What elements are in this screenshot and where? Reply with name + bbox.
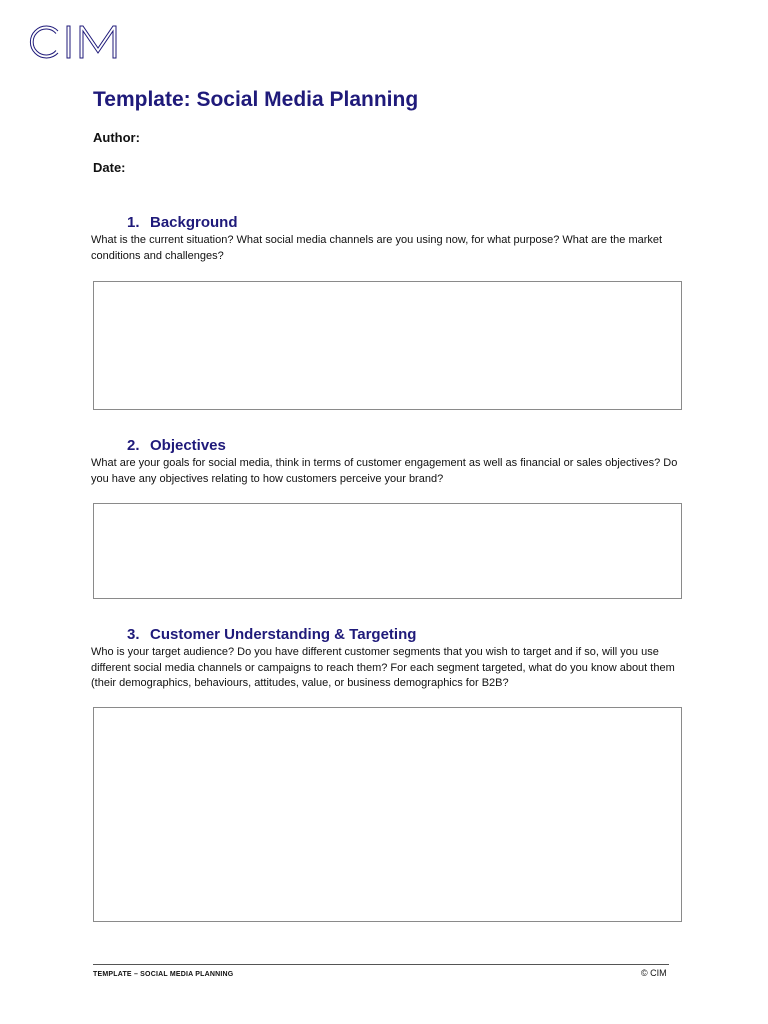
author-label: Author: — [93, 130, 140, 145]
section-number: 2. — [127, 437, 140, 454]
section-number: 1. — [127, 214, 140, 231]
answer-box-background[interactable] — [93, 281, 682, 410]
document-title: Template: Social Media Planning — [93, 88, 419, 111]
date-label: Date: — [93, 160, 126, 175]
section-prompt-background: What is the current situation? What social media channels are you using now, for what purpose? What are the market conditions and challenges? — [91, 234, 663, 262]
section-prompt-objectives: What are your goals for social media, think in terms of customer engagement as well as financial or sales objectives? Do you have any objectives relating to how customers perceive your brand? — [91, 457, 678, 485]
cim-logo — [28, 24, 124, 60]
footer-copyright: © CIM — [641, 968, 667, 978]
cim-logo-graphic — [28, 24, 124, 60]
section-heading-customer-targeting — [127, 626, 416, 643]
section-prompt-customer-targeting: Who is your target audience? Do you have different customer segments that you wish to target and if so, will you use different social media channels or campaigns to reach them? For each segment targeted, what do you know about them (their demographics, behaviours, attitudes, value, or business demographics for B2B? — [91, 646, 675, 689]
footer-document-name: TEMPLATE – SOCIAL MEDIA PLANNING — [93, 971, 234, 978]
section-title: Customer Understanding & Targeting — [150, 626, 417, 643]
section-heading-background — [127, 214, 238, 231]
answer-box-customer-targeting[interactable] — [93, 707, 682, 922]
section-heading-objectives — [127, 437, 226, 454]
section-title: Background — [150, 214, 238, 231]
section-number: 3. — [127, 626, 140, 643]
section-title: Objectives — [150, 437, 226, 454]
answer-box-objectives[interactable] — [93, 503, 682, 599]
footer-divider — [93, 964, 669, 965]
